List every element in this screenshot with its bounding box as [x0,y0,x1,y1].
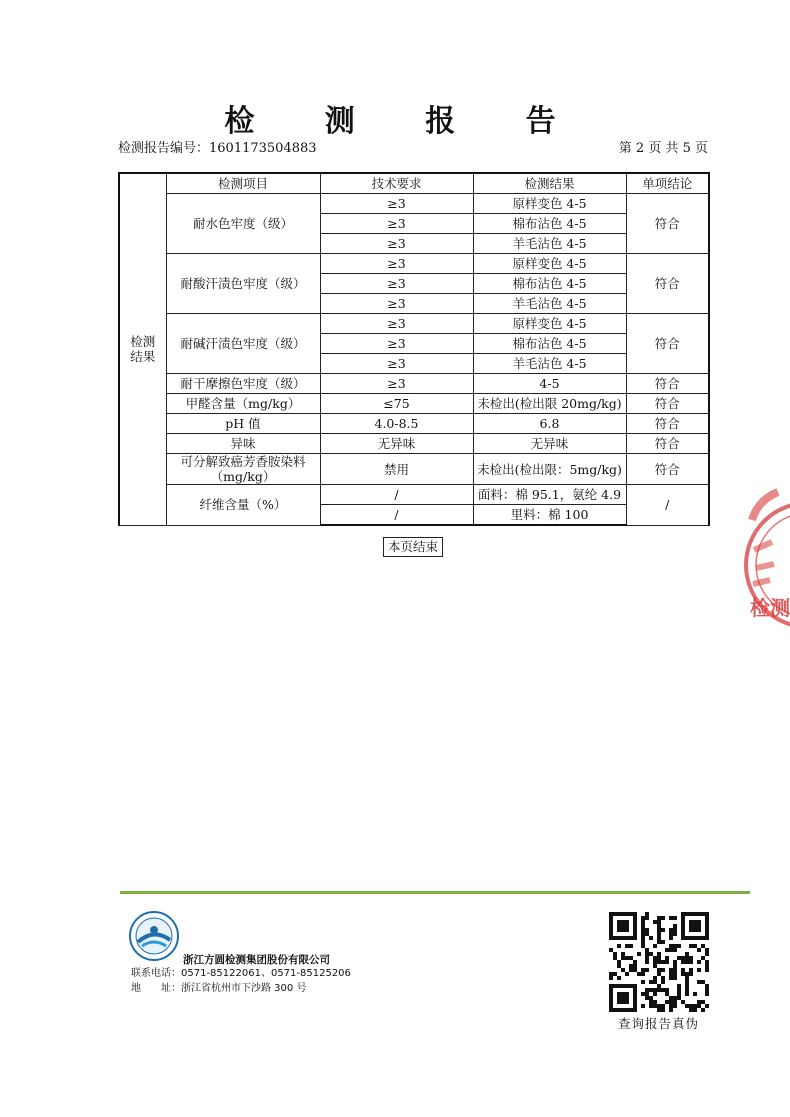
inspection-stamp [738,480,790,650]
conclusion-cell: 符合 [626,254,709,314]
column-header: 单项结论 [626,173,709,194]
report-number-label: 检测报告编号： [118,141,210,156]
table-row [119,434,709,454]
table-row [119,485,709,505]
result-cell: 羊毛沾色 4-5 [473,354,626,374]
table-row [119,414,709,434]
verification-qr-code[interactable] [609,912,709,1012]
result-cell: 羊毛沾色 4-5 [473,234,626,254]
result-cell: 未检出(检出限 20mg/kg) [473,394,626,414]
table-header-row [119,173,709,194]
requirement-cell: ≥3 [320,194,473,214]
company-contact [131,966,351,996]
requirement-cell: / [320,485,473,505]
group-label: 检测 结果 [119,173,166,525]
table-row [119,454,709,485]
page-info: 第 2 页 共 5 页 [618,141,708,156]
address-label: 地 址： [131,983,181,994]
result-cell: 棉布沾色 4-5 [473,214,626,234]
result-cell: 棉布沾色 4-5 [473,274,626,294]
table-row [119,314,709,334]
requirement-cell: 无异味 [320,434,473,454]
test-item-name: 耐干摩擦色牢度（级） [166,374,320,394]
report-number-value: 1601173504883 [209,141,317,156]
address-line [131,981,351,996]
test-item-name: 耐碱汗渍色牢度（级） [166,314,320,374]
conclusion-cell: 符合 [626,414,709,434]
test-item-name: pH 值 [166,414,320,434]
conclusion-cell: / [626,485,709,526]
conclusion-cell: 符合 [626,454,709,485]
conclusion-cell: 符合 [626,194,709,254]
requirement-cell: / [320,505,473,526]
column-header: 检测结果 [473,173,626,194]
report-number [118,137,317,156]
table-row [119,374,709,394]
results-table-body [119,173,709,525]
phone-value: 0571-85122061、0571-85125206 [181,968,351,979]
requirement-cell: ≤75 [320,394,473,414]
requirement-cell: ≥3 [320,234,473,254]
column-header: 技术要求 [320,173,473,194]
report-title: 检 测 报 告 [224,104,586,139]
conclusion-cell: 符合 [626,394,709,414]
requirement-cell: ≥3 [320,354,473,374]
result-cell: 未检出(检出限：5mg/kg) [473,454,626,485]
phone-label: 联系电话： [131,968,181,979]
result-cell: 原样变色 4-5 [473,314,626,334]
requirement-cell: 禁用 [320,454,473,485]
requirement-cell: ≥3 [320,374,473,394]
conclusion-cell: 符合 [626,314,709,374]
conclusion-cell: 符合 [626,434,709,454]
result-cell: 4-5 [473,374,626,394]
result-cell: 面料：棉 95.1，氨纶 4.9 [473,485,626,505]
requirement-cell: ≥3 [320,214,473,234]
footer-divider [120,891,750,894]
requirement-cell: ≥3 [320,254,473,274]
conclusion-cell: 符合 [626,374,709,394]
test-item-name: 甲醛含量（mg/kg） [166,394,320,414]
test-item-name: 异味 [166,434,320,454]
company-name: 浙江方圆检测集团股份有限公司 [183,954,330,966]
result-cell: 原样变色 4-5 [473,194,626,214]
test-item-name: 纤维含量（%） [166,485,320,526]
company-logo-icon [128,910,180,962]
requirement-cell: ≥3 [320,274,473,294]
results-table [118,172,710,526]
result-cell: 羊毛沾色 4-5 [473,294,626,314]
requirement-cell: ≥3 [320,314,473,334]
table-row [119,394,709,414]
result-cell: 棉布沾色 4-5 [473,334,626,354]
requirement-cell: ≥3 [320,334,473,354]
stamp-text: 检测 [750,596,790,620]
test-item-name: 耐酸汗渍色牢度（级） [166,254,320,314]
phone-line [131,966,351,981]
requirement-cell: ≥3 [320,294,473,314]
result-cell: 原样变色 4-5 [473,254,626,274]
table-row [119,194,709,214]
result-cell: 里料：棉 100 [473,505,626,526]
requirement-cell: 4.0-8.5 [320,414,473,434]
test-item-name: 耐水色牢度（级） [166,194,320,254]
result-cell: 无异味 [473,434,626,454]
result-cell: 6.8 [473,414,626,434]
address-value: 浙江省杭州市下沙路 300 号 [181,983,307,994]
test-item-name: 可分解致癌芳香胺染料 （mg/kg） [166,454,320,485]
column-header: 检测项目 [166,173,320,194]
table-row [119,254,709,274]
end-of-page-note: 本页结束 [383,537,443,557]
qr-caption: 查询报告真伪 [618,1016,700,1031]
